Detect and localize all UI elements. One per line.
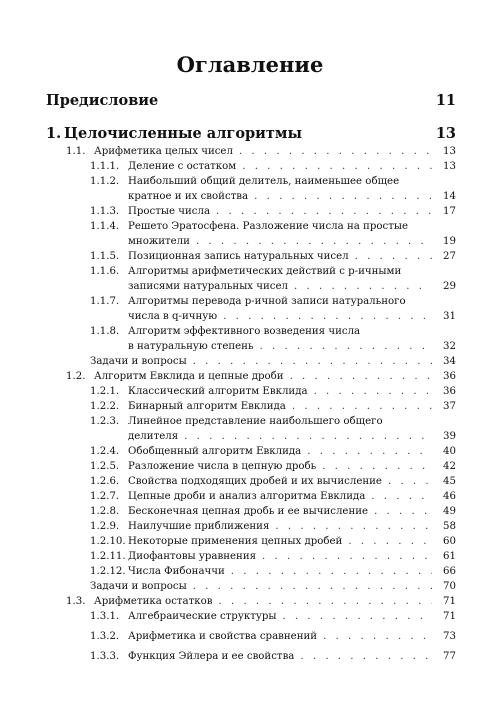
- entry-label: Арифметика и свойства сравнений: [128, 631, 318, 642]
- entry-number: 1.2.11.: [90, 551, 126, 562]
- toc-entry-1-3[interactable]: [66, 596, 456, 607]
- entry-label-line2: записями натуральных чисел: [128, 281, 289, 292]
- entry-label: Арифметика остатков: [94, 596, 213, 607]
- entry-page: 29: [443, 281, 456, 292]
- entry-number: 1.2.: [66, 371, 86, 382]
- leader-dots: [184, 431, 432, 442]
- leader-dots: [314, 386, 432, 397]
- toc-entry-1-2-10[interactable]: [90, 536, 456, 547]
- toc-entry-1-2-3-line2[interactable]: [128, 431, 456, 442]
- entry-label-line2: делителя: [128, 431, 179, 442]
- entry-label-line1: Алгоритмы арифметических действий с p-ичными: [128, 266, 402, 277]
- entry-page: 13: [443, 161, 456, 172]
- entry-page: 13: [443, 146, 456, 157]
- toc-entry-1-2-3-line1[interactable]: [90, 416, 383, 427]
- entry-page: 36: [443, 371, 456, 382]
- entry-number: 1.: [46, 125, 62, 142]
- toc-entry-1-3-2[interactable]: [90, 631, 456, 642]
- entry-page: 60: [443, 536, 456, 547]
- entry-label: Разложение числа в цепную дробь: [128, 461, 317, 472]
- toc-entry-1-3-3[interactable]: [90, 651, 456, 662]
- entry-label: Обобщенный алгоритм Евклида: [128, 446, 302, 457]
- leader-dots: [322, 461, 432, 472]
- leader-dots: [282, 611, 432, 622]
- entry-page: 31: [443, 311, 456, 322]
- entry-page: 37: [443, 401, 456, 412]
- leader-dots: [193, 581, 432, 592]
- toc-title: Оглавление: [176, 52, 324, 77]
- entry-label: Простые числа: [128, 206, 211, 217]
- entry-page: 49: [443, 506, 456, 517]
- toc-entry-preface[interactable]: [46, 92, 456, 109]
- toc-entry-1-2-2[interactable]: [90, 401, 456, 412]
- entry-page: 19: [443, 236, 456, 247]
- entry-label: Позиционная запись натуральных чисел: [128, 251, 349, 262]
- toc-entry-1-1-2-line1[interactable]: [90, 176, 399, 187]
- entry-number: 1.2.9.: [90, 521, 120, 532]
- leader-dots: [231, 566, 432, 577]
- entry-label: Задачи и вопросы: [90, 581, 187, 592]
- entry-page: 61: [443, 551, 456, 562]
- entry-number: 1.1.5.: [90, 251, 120, 262]
- toc-entry-1-1[interactable]: [66, 146, 456, 157]
- toc-entry-1-1-2-line2[interactable]: [128, 191, 456, 202]
- entry-label: Бесконечная цепная дробь и ее вычисление: [128, 506, 369, 517]
- entry-label: Некоторые применения цепных дробей: [128, 536, 343, 547]
- entry-number: 1.1.4.: [90, 221, 120, 232]
- toc-entry-1-1-7-line2[interactable]: [128, 311, 456, 322]
- leader-dots: [355, 251, 432, 262]
- entry-number: 1.3.: [66, 596, 86, 607]
- entry-label: Целочисленные алгоритмы: [64, 125, 302, 142]
- leader-dots: [348, 536, 432, 547]
- toc-entry-1-1-8-line1[interactable]: [90, 326, 360, 337]
- toc-entry-1-1-4-line2[interactable]: [128, 236, 456, 247]
- leader-dots: [300, 651, 432, 662]
- entry-label: Предисловие: [46, 92, 159, 109]
- toc-entry-1-1-6-line2[interactable]: [128, 281, 456, 292]
- entry-page: 66: [443, 566, 456, 577]
- entry-label-line1: Наибольший общий делитель, наименьшее общее: [128, 176, 400, 187]
- toc-entry-chapter-1[interactable]: [46, 125, 456, 142]
- entry-number: 1.1.7.: [90, 296, 120, 307]
- toc-entry-1-2-1[interactable]: [90, 386, 456, 397]
- entry-page: 70: [443, 581, 456, 592]
- entry-label: Свойства подходящих дробей и их вычисление: [128, 476, 382, 487]
- entry-label: Наилучшие приближения: [128, 521, 270, 532]
- leader-dots: [216, 206, 432, 217]
- entry-label-line1: Алгоритм эффективного возведения числа: [128, 326, 361, 337]
- leader-dots: [218, 596, 432, 607]
- entry-label: Классический алгоритм Евклида: [128, 386, 308, 397]
- entry-label: Функция Эйлера и ее свойства: [128, 651, 295, 662]
- entry-page: 71: [443, 596, 456, 607]
- entry-label: Арифметика целых чисел: [94, 146, 233, 157]
- toc-entry-1-3-1[interactable]: [90, 611, 456, 622]
- entry-page: 71: [443, 611, 456, 622]
- leader-dots: [374, 506, 432, 517]
- toc-entry-1-2-8[interactable]: [90, 506, 456, 517]
- entry-page: 58: [443, 521, 456, 532]
- toc-entry-tasks-1-2[interactable]: [90, 581, 456, 592]
- entry-page: 17: [443, 206, 456, 217]
- leader-dots: [290, 371, 432, 382]
- entry-label-line2: множители: [128, 236, 190, 247]
- entry-page: 39: [443, 431, 456, 442]
- entry-number: 1.1.3.: [90, 206, 120, 217]
- toc-entry-1-2[interactable]: [66, 371, 456, 382]
- entry-label: Алгебраические структуры: [128, 611, 277, 622]
- entry-label-line2: в натуральную степень: [128, 341, 254, 352]
- leader-dots: [323, 631, 432, 642]
- entry-number: 1.1.2.: [90, 176, 120, 187]
- leader-dots: [371, 491, 432, 502]
- leader-dots: [239, 146, 432, 157]
- leader-dots: [292, 401, 432, 412]
- entry-number: 1.1.6.: [90, 266, 120, 277]
- leader-dots: [242, 161, 432, 172]
- entry-label-line2: кратное и их свойства: [128, 191, 249, 202]
- entry-page: 73: [443, 631, 456, 642]
- toc-entry-1-2-11[interactable]: [90, 551, 456, 562]
- toc-entry-1-2-12[interactable]: [90, 566, 456, 577]
- entry-label-line1: Линейное представление наибольшего общего: [128, 416, 383, 427]
- entry-page: 46: [443, 491, 456, 502]
- leader-dots: [223, 311, 432, 322]
- entry-number: 1.1.1.: [90, 161, 120, 172]
- leader-dots: [196, 236, 432, 247]
- entry-number: 1.2.3.: [90, 416, 120, 427]
- entry-number: 1.2.10.: [90, 536, 126, 547]
- entry-label: Алгоритм Евклида и цепные дроби: [94, 371, 284, 382]
- entry-page: 32: [443, 341, 456, 352]
- entry-page: 14: [443, 191, 456, 202]
- leader-dots: [294, 281, 432, 292]
- entry-label-line1: Алгоритмы перевода p-ичной записи натурального: [128, 296, 406, 307]
- entry-number: 1.2.6.: [90, 476, 120, 487]
- entry-page: 11: [435, 92, 456, 109]
- entry-number: 1.2.2.: [90, 401, 120, 412]
- entry-label-line1: Решето Эратосфена. Разложение числа на простые: [128, 221, 408, 232]
- toc-entry-1-1-1[interactable]: [90, 161, 456, 172]
- entry-label: Бинарный алгоритм Евклида: [128, 401, 286, 412]
- entry-label-line2: числа в q-ичную: [128, 311, 218, 322]
- entry-number: 1.1.: [66, 146, 86, 157]
- entry-page: 27: [443, 251, 456, 262]
- entry-page: 13: [435, 125, 456, 142]
- leader-dots: [193, 356, 432, 367]
- entry-number: 1.1.8.: [90, 326, 120, 337]
- toc-entry-1-2-7[interactable]: [90, 491, 456, 502]
- toc-entry-1-2-5[interactable]: [90, 461, 456, 472]
- leader-dots: [262, 551, 432, 562]
- entry-page: 45: [443, 476, 456, 487]
- entry-number: 1.3.3.: [90, 651, 120, 662]
- entry-label: Цепные дроби и анализ алгоритма Евклида: [128, 491, 366, 502]
- entry-number: 1.2.8.: [90, 506, 120, 517]
- entry-page: 34: [443, 356, 456, 367]
- leader-dots: [254, 191, 432, 202]
- entry-page: 36: [443, 386, 456, 397]
- entry-label: Числа Фибоначчи: [128, 566, 225, 577]
- toc-entry-1-1-4-line1[interactable]: [90, 221, 408, 232]
- entry-number: 1.2.12.: [90, 566, 126, 577]
- entry-number: 1.3.2.: [90, 631, 120, 642]
- entry-label: Деление с остатком: [128, 161, 237, 172]
- toc-entry-1-1-5[interactable]: [90, 251, 456, 262]
- toc-entry-1-2-6[interactable]: [90, 476, 456, 487]
- toc-entry-1-1-3[interactable]: [90, 206, 456, 217]
- entry-page: 77: [443, 651, 456, 662]
- leader-dots: [307, 446, 432, 457]
- entry-number: 1.2.4.: [90, 446, 120, 457]
- entry-number: 1.2.5.: [90, 461, 120, 472]
- toc-entry-1-2-4[interactable]: [90, 446, 456, 457]
- entry-page: 40: [443, 446, 456, 457]
- toc-entry-1-1-6-line1[interactable]: [90, 266, 401, 277]
- entry-label: Диофантовы уравнения: [128, 551, 257, 562]
- toc-entry-1-2-9[interactable]: [90, 521, 456, 532]
- entry-page: 42: [443, 461, 456, 472]
- toc-entry-1-1-8-line2[interactable]: [128, 341, 456, 352]
- entry-number: 1.2.7.: [90, 491, 120, 502]
- leader-dots: [275, 521, 432, 532]
- entry-number: 1.2.1.: [90, 386, 120, 397]
- entry-label: Задачи и вопросы: [90, 356, 187, 367]
- toc-entry-1-1-7-line1[interactable]: [90, 296, 406, 307]
- leader-dots: [260, 341, 433, 352]
- toc-entry-tasks-1-1[interactable]: [90, 356, 456, 367]
- leader-dots: [388, 476, 432, 487]
- entry-number: 1.3.1.: [90, 611, 120, 622]
